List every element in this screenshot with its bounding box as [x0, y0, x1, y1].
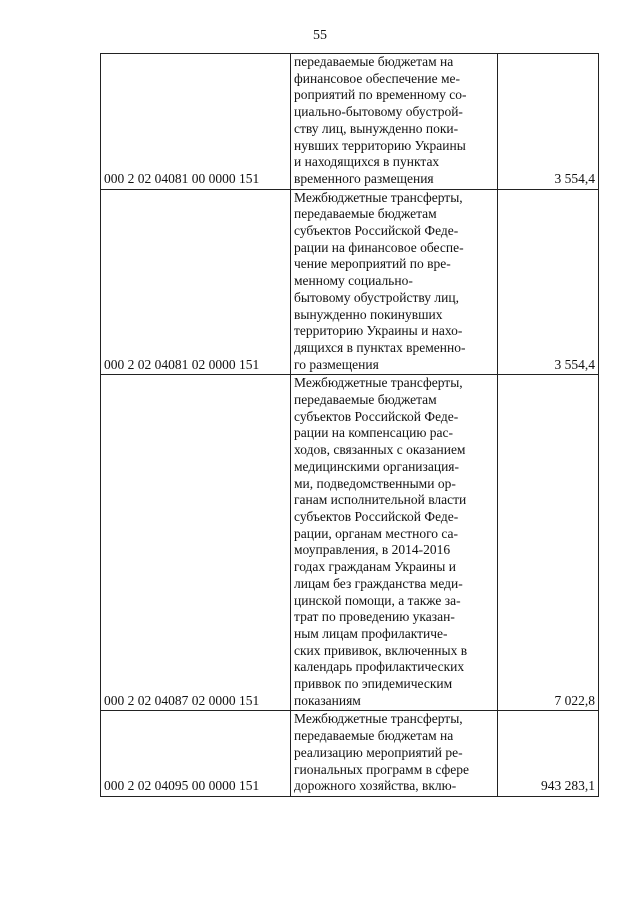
budget-code-cell: 000 2 02 04081 00 0000 151 — [101, 54, 291, 190]
description-text: передаваемые бюджетам на финансовое обеспечение ме- роприятий по временному со- циально-бытовому обустрой- ству лиц, вынужденно поки- нувших территорию Украины и находящихся в пунктах временного размещения — [294, 54, 467, 186]
page-number: 55 — [313, 28, 327, 43]
table-row — [101, 711, 599, 797]
description-text: Межбюджетные трансферты, передаваемые бюджетам субъектов Российской Феде- рации на финансовое обеспе- чение мероприятий по вре- менному социально- бытовому обустройству лиц, вынужденно покинувших территорию Украины и нахо- дящихся в пунктах временно- го размещения — [294, 189, 466, 372]
description-text: Межбюджетные трансферты, передаваемые бюджетам субъектов Российской Феде- рации на компенсацию рас- ходов, связанных с оказанием медицинскими организация- ми, подведомственными ор- ганам исполнительной власти субъектов Российской Феде- рации, органам местного са- моуправления, в 2014-2016 годах гражданам Украины и лицам без гражданства меди- цинской помощи, а также за- трат по проведению указан- ным лицам профилактиче- ских прививок, включенных в календарь профилактических приввок по эпидемическим показаниям — [294, 375, 468, 708]
table-row — [101, 375, 599, 711]
amount-cell: 3 554,4 — [498, 189, 599, 375]
description-cell — [291, 375, 498, 711]
budget-code-cell: 000 2 02 04081 02 0000 151 — [101, 189, 291, 375]
amount-cell: 943 283,1 — [498, 711, 599, 797]
table-row — [101, 54, 599, 190]
description-cell — [291, 54, 498, 190]
amount-cell: 3 554,4 — [498, 54, 599, 190]
description-text: Межбюджетные трансферты, передаваемые бюджетам на реализацию мероприятий ре- гиональных программ в сфере дорожного хозяйства, вклю- — [294, 711, 470, 794]
description-cell — [291, 189, 498, 375]
budget-code-cell: 000 2 02 04087 02 0000 151 — [101, 375, 291, 711]
description-cell — [291, 711, 498, 797]
table-row — [101, 189, 599, 375]
amount-cell: 7 022,8 — [498, 375, 599, 711]
budget-table — [100, 53, 599, 797]
budget-code-cell: 000 2 02 04095 00 0000 151 — [101, 711, 291, 797]
